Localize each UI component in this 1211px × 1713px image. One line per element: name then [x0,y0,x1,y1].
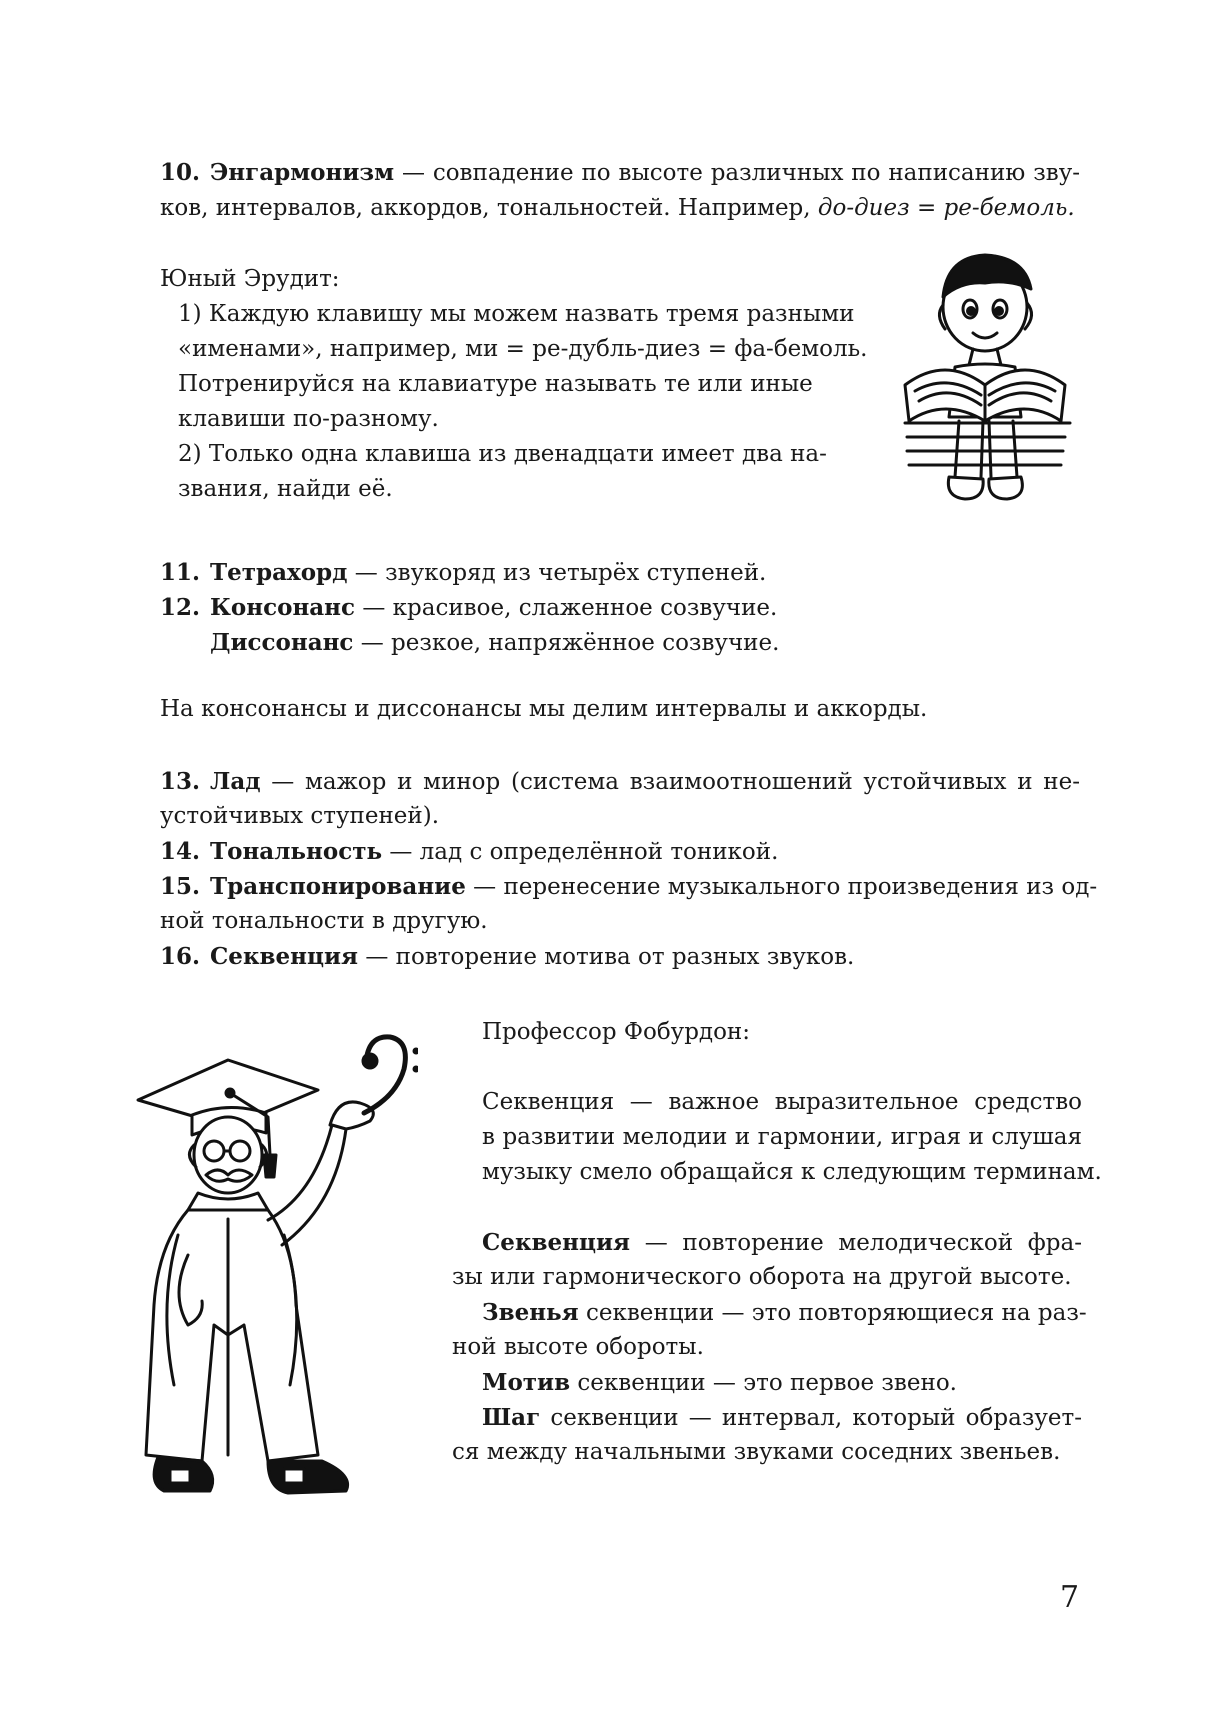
definition-term: Тетрахорд [210,559,348,586]
page-number: 7 [1060,1580,1080,1615]
professor-illustration [118,1005,418,1515]
boy-reading-illustration [885,245,1085,515]
erudite-line: звания, найди её. [178,476,393,502]
definition-text: — перенесение музыкального произведения из од- [465,874,1098,900]
definition-text: — совпадение по высоте различных по написанию зву- [394,160,1080,186]
sequence-text: зы или гармонического оборота на другой высоте. [452,1264,1072,1290]
definition-term: Лад [210,768,261,795]
definition-term: Энгармонизм [210,159,395,186]
definition-text: — повторение мотива от разных звуков. [358,944,855,970]
definition-15 [160,869,1098,939]
erudite-line: клавиши по-разному. [178,406,439,432]
step-text: ся между начальными звуками соседних звеньев. [452,1439,1061,1465]
professor-intro-line: музыку смело обращайся к следующим терминам. [482,1159,1102,1185]
erudite-line: «именами», например, ми = ре-дубль-диез = фа-бемоль. [178,336,868,362]
erudite-section [160,262,868,507]
erudite-line: 1) Каждую клавишу мы можем назвать тремя разными [178,301,855,327]
definition-text: — резкое, напряжённое созвучие. [353,630,780,656]
links-text: ной высоте обороты. [452,1334,704,1360]
definition-number: 15. [160,873,201,900]
definition-text: ной тональности в другую. [160,908,488,934]
definition-12 [160,590,1080,660]
erudite-line: 2) Только одна клавиша из двенадцати имеет два на- [178,441,827,467]
example-text: до-диез = ре-бемоль. [817,195,1075,221]
definition-number: 16. [160,943,201,970]
professor-intro-line: в развитии мелодии и гармонии, играя и слушая [482,1124,1082,1150]
definition-term: Консонанс [210,594,356,621]
definition-11 [160,555,1080,590]
definition-13 [160,764,1080,834]
definition-number: 11. [160,559,201,586]
motif-text: секвенции — это первое звено. [570,1370,957,1396]
professor-title: Профессор Фобурдон: [482,1019,751,1045]
erudite-title: Юный Эрудит: [160,266,340,292]
note-text: На консонансы и диссонансы мы делим интервалы и аккорды. [160,696,928,722]
definition-number: 14. [160,838,201,865]
erudite-line: Потренируйся на клавиатуре называть те или иные [178,371,813,397]
links-text: секвенции — это повторяющиеся на раз- [578,1300,1087,1326]
definition-text: устойчивых ступеней). [160,803,440,829]
definition-term: Диссонанс [210,629,354,656]
definition-text: — мажор и минор (система взаимоотношений устойчивых и не- [260,769,1080,795]
definition-text: — красивое, слаженное созвучие. [355,595,778,621]
definition-16 [160,939,1080,974]
professor-section [452,1015,1102,1470]
definition-text: ков, интервалов, аккордов, тональностей. Например, [160,195,818,221]
definition-text: — лад с определённой тоникой. [382,839,779,865]
definition-term: Транспонирование [210,873,466,900]
step-term: Шаг [482,1404,541,1431]
definition-term: Тональность [210,838,383,865]
definition-14 [160,834,1080,869]
sequence-text: — повторение мелодической фра- [630,1230,1082,1256]
definition-text: — звукоряд из четырёх ступеней. [347,560,767,586]
motif-term: Мотив [482,1369,571,1396]
definition-10 [160,155,1080,226]
sequence-term: Секвенция [482,1229,631,1256]
definition-number: 10. [160,159,201,186]
consonance-note [160,692,1080,727]
definition-number: 13. [160,768,201,795]
step-text: секвенции — интервал, который образует- [540,1405,1082,1431]
definition-number: 12. [160,594,201,621]
professor-intro-line: Секвенция — важное выразительное средство [482,1089,1082,1115]
definition-term: Секвенция [210,943,359,970]
links-term: Звенья [482,1299,579,1326]
